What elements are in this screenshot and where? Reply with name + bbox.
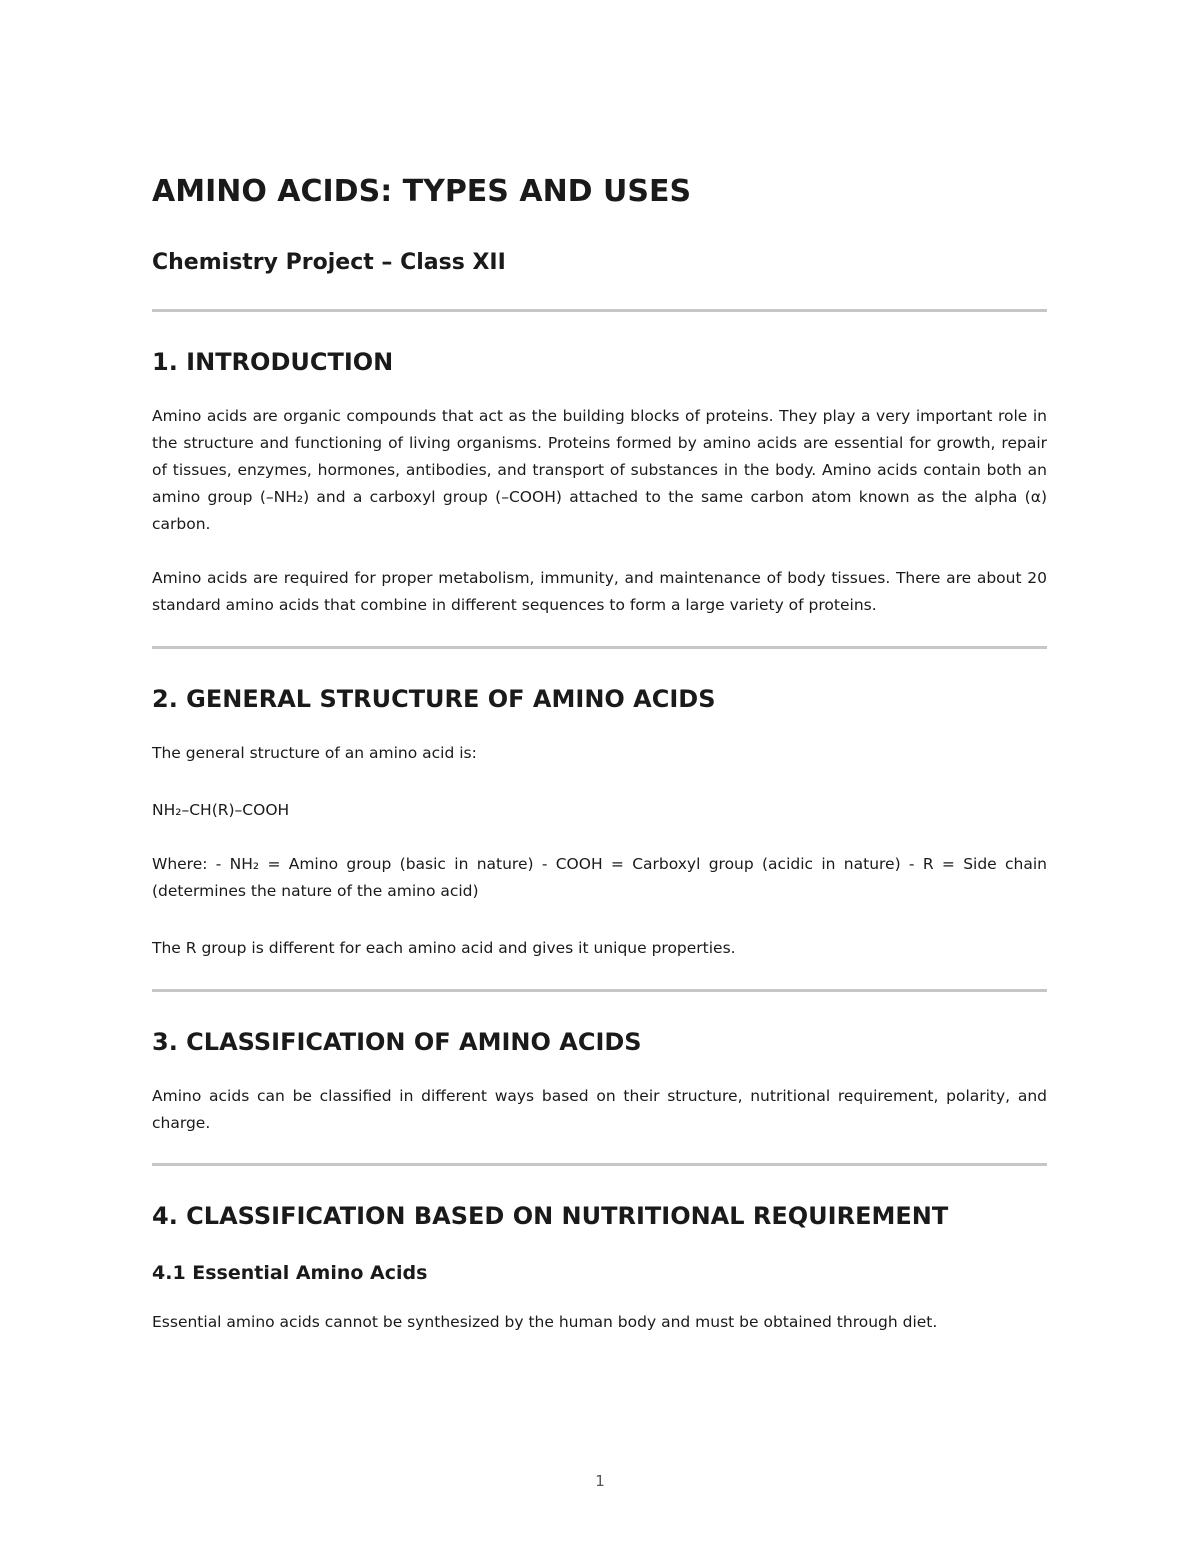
section-divider — [152, 646, 1047, 649]
section-divider — [152, 1163, 1047, 1166]
classification-paragraph: Amino acids can be classified in different ways based on their structure, nutritional requirement, polarity, and charge. — [152, 1087, 1047, 1132]
structure-formula: NH₂–CH(R)–COOH — [152, 801, 290, 819]
section-heading-classification: 3. CLASSIFICATION OF AMINO ACIDS — [152, 1028, 642, 1056]
section-heading-introduction: 1. INTRODUCTION — [152, 348, 394, 376]
structure-r-group-text: The R group is different for each amino acid and gives it unique properties. — [152, 939, 736, 957]
subsection-heading-essential: 4.1 Essential Amino Acids — [152, 1262, 428, 1284]
section-heading-general-structure: 2. GENERAL STRUCTURE OF AMINO ACIDS — [152, 685, 716, 713]
document-subtitle: Chemistry Project – Class XII — [152, 250, 506, 275]
introduction-paragraph-1: Amino acids are organic compounds that act as the building blocks of proteins. They play a very important role in the structure and functioning of living organisms. Proteins formed by amino acids are essential for growth, repair of tissues, enzymes, hormones, antibodies, and transport of substances in the body. Amino acids contain both an amino group (–NH₂) and a carboxyl group (–COOH) attached to the same carbon atom known as the alpha (α) carbon. — [152, 407, 1047, 533]
introduction-paragraph-2: Amino acids are required for proper metabolism, immunity, and maintenance of body tissues. There are about 20 standard amino acids that combine in different sequences to form a large variety of proteins. — [152, 569, 1047, 614]
section-divider — [152, 989, 1047, 992]
page-number: 1 — [595, 1472, 605, 1490]
section-heading-nutritional: 4. CLASSIFICATION BASED ON NUTRITIONAL REQUIREMENT — [152, 1202, 949, 1230]
essential-paragraph: Essential amino acids cannot be synthesized by the human body and must be obtained through diet. — [152, 1313, 938, 1331]
document-title: AMINO ACIDS: TYPES AND USES — [152, 174, 692, 209]
structure-where-text: Where: - NH₂ = Amino group (basic in nature) - COOH = Carboxyl group (acidic in nature) - R = Side chain (determines the nature of the amino acid) — [152, 855, 1047, 900]
section-divider — [152, 309, 1047, 312]
structure-intro-text: The general structure of an amino acid is: — [152, 744, 477, 762]
